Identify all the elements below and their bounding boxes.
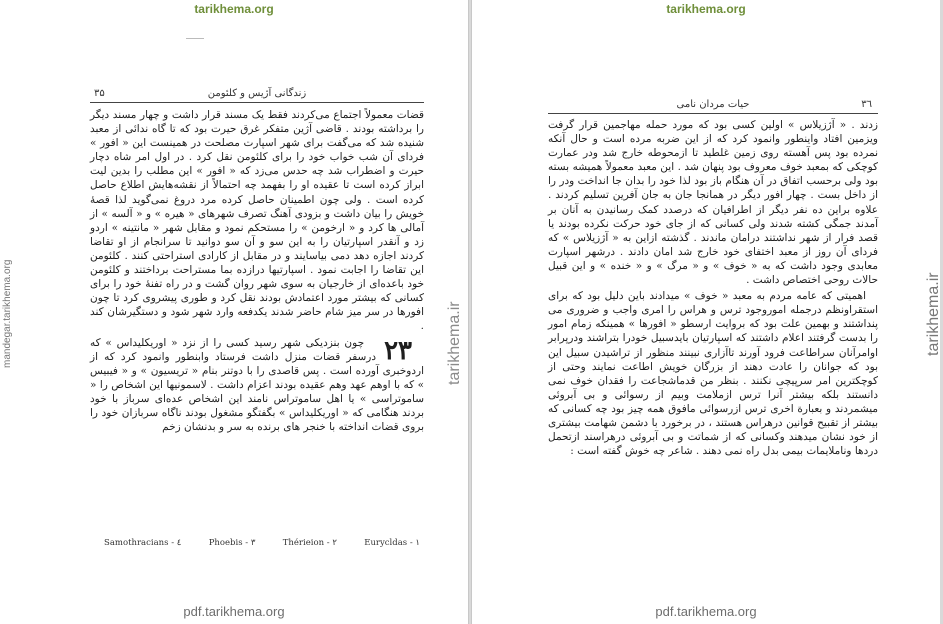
- side-watermark-left: mandegar.tarikhema.org: [2, 259, 13, 368]
- side-watermark-center: tarikhema.ir: [446, 301, 463, 385]
- right-page: [471, 0, 940, 624]
- paragraph: قضات معمولاً اجتماع می‌کردند فقط یک مسند قرار داشت و چهار مسند دیگر را برداشته بودند . قاضی آژین متفکر غرق حیرت بود که تا گاه ندائی از معبد شنیده شد که می‌گفت برای شهر اسپارت مصلحت در همینست این « افور » فردای آن شب خواب خود را برای کلئومن نقل کرد . در اول امر شاه دچار حیرت و اضطراب شد چه حدس می‌زد که « افور » این مطلب را بدین لیت ابراز کرده است تا عقیده او را بفهمد چه احتمالاً از نقشه‌هایش اطلاع حاصل کرده است . ولی چون اطمینان حاصل کرده مرد دروغ نمی‌گوید لذا قصهٔ خویش را بیان داشت و بزودی آهنگ تصرف شهرهای « هیره » و « آلسه » از آمالی ها کرد و « ارخومن » را مستحکم نمود و مقابل شهر « مانتینه » اردو زد و آنقدر اسپارتیان را به این سو و آن سو دوانید تا سرانجام از او تقاضا کردند اجازه دهد دمی بیاسایند و در مقابل از کارادی استراحتی کنند . کلئومن این تقاضا را اجابت نمود . اسپارتیها درازده بما مستراحت برداختند و کلئومن خود باعده‌ای از خارجیان به سوی شهر روان گشت و در راه تفنهٔ خود را برای کسانی که بیشتر مورد اعتمادش بودند نقل کرد و طوری پیشروی کرد تا چون افورها در سر میز شام حاضر شدند یکدفعه وارد شهر شود و دستگیرشان کند .: [90, 109, 424, 333]
- side-watermark-right: tarikhema.ir: [925, 272, 942, 356]
- running-head-right: [548, 99, 878, 114]
- big-number: ۲۳: [384, 335, 412, 366]
- site-header-left[interactable]: tarikhema.org: [194, 2, 274, 16]
- running-title-left: زندگانی آژیس و کلئومن: [207, 88, 307, 99]
- paragraph: اهمیتی که عامه مردم به معبد « خوف » میدادند باین دلیل بود که برای استقراونظم درجمله اموروجود ترس و هراس را امری واجب و ضروری می پنداشتند و بهمین علت بود که بروایت ارسطو « افورها » همینکه زمام امور را بدست گرفتند اعلام داشتند که اسپارتیان بایدسبیل خودرا بتراشند ودرپرابر اوامرآنان سراطاعت فرود آورند تاآزاری نبینند منظور از تراشیدن سبیل این بود که جوانان را عادت دهند از بزرگان خویش اطاعت نمایند وحتی از کوچکترین امر سرپیچی نکنند . بنظر من قدماشجاعت را فقدان خوف نمی دانستند بلکه بیشتر آنرا ترس ازملامت وبیم از رسوائی و بی آبروئی میشمردند و بعبارة اخری ترس ازرسوائی مافوق همه چیز بود چه کسانی که بیشتر از تقبیح قوانین درهراس هستند ، در برخورد با دشمن شهامت بیشتری از خود نشان میدهند وکسانی که از شماتت و بی آبروئی درهراسند ازتحمل دردها وناملایمات بیمی بدل راه نمی دهند . شاعر چه خوش گفته است :: [548, 290, 878, 458]
- page-number-right: ۳٦: [861, 99, 872, 110]
- footnote: Phoebis - ٣: [208, 538, 256, 548]
- paragraph: زدند . « آژزیلاس » اولین کسی بود که مورد حمله مهاجمین قرار گرفت ویزمین افتاد واینطور وانمود کرد که از این ضربه مرده است و حال آنکه نمرده بود پس آهسته روی زمین غلطید تا ازمحوطه خارج شد ودر عمارت کوچکی که بمعبد خوف معروف بود پنهان شد . این معبد معمولاً همیشه بسته بود ولی برحسب اتفاق در آن هنگام باز بود لذا خود را بدان جا انداخت ودر را از داخل بست . چهار افور دیگر در همانجا جان به جان آفرین تسلیم کردند . علاوه براین ده نفر دیگر از اطرافیان که درصدد کمک رسانیدن به آنان بر آمدند جمگی کشته شدند ولی کسانی که از جای خود حرکت نکرده بودند یا قصد فرار از شهر نداشتند درامان ماندند . گذشته ازاین به « آژزیلاس » که فردای آن روز از معبد اختفای خود خارج شد امان دادند . درشهر اسپارت معابدی وجود داشت که به « خوف » و « مرگ » و « خنده » و این قبیل حالات روحی اختصاص داشت .: [548, 119, 878, 287]
- running-title-right: حیات مردان نامی: [676, 99, 750, 110]
- footnote: Eurycldas - ١: [364, 538, 420, 548]
- paragraph: [90, 336, 424, 435]
- left-page: [0, 0, 469, 624]
- footnote: Thérieion - ٢: [282, 538, 337, 548]
- site-footer-right[interactable]: pdf.tarikhema.org: [655, 604, 757, 619]
- running-head-left: [90, 88, 424, 103]
- right-body-text: [548, 118, 878, 460]
- site-footer-left[interactable]: pdf.tarikhema.org: [183, 604, 285, 619]
- page-number-left: ۳۵: [94, 88, 105, 99]
- scan-mark: [186, 38, 204, 39]
- paragraph-text: چون بنزدیکی شهر رسید کسی را از نزد « اوریکلیداس » که درسفر قضات منزل داشت فرستاد وابنطور وانمود کرد که از اردوخبری آورده است . پس قاصدی را با دوتنر بنام « تریسیون » و « فیبیس » که با اوهم عهد وهم عقیده بودند اعزام داشت . لاسمونیها این اشخاص را « ساموتراسی » یا اهل ساموتراس نامند این اشخاص عده‌ای سرباز با خود بردند هنگامی که « اوریکلیداس » بگفتگو مشغول بودند ناگاه سربازان خود را بروی قضات انداخته با خنجر های برنده به سر و بدنشان زخم: [90, 336, 424, 434]
- site-header-right[interactable]: tarikhema.org: [666, 2, 746, 16]
- footnote: Samothracians - ٤: [104, 538, 182, 548]
- footnotes: [104, 538, 420, 548]
- left-body-text: [90, 108, 424, 436]
